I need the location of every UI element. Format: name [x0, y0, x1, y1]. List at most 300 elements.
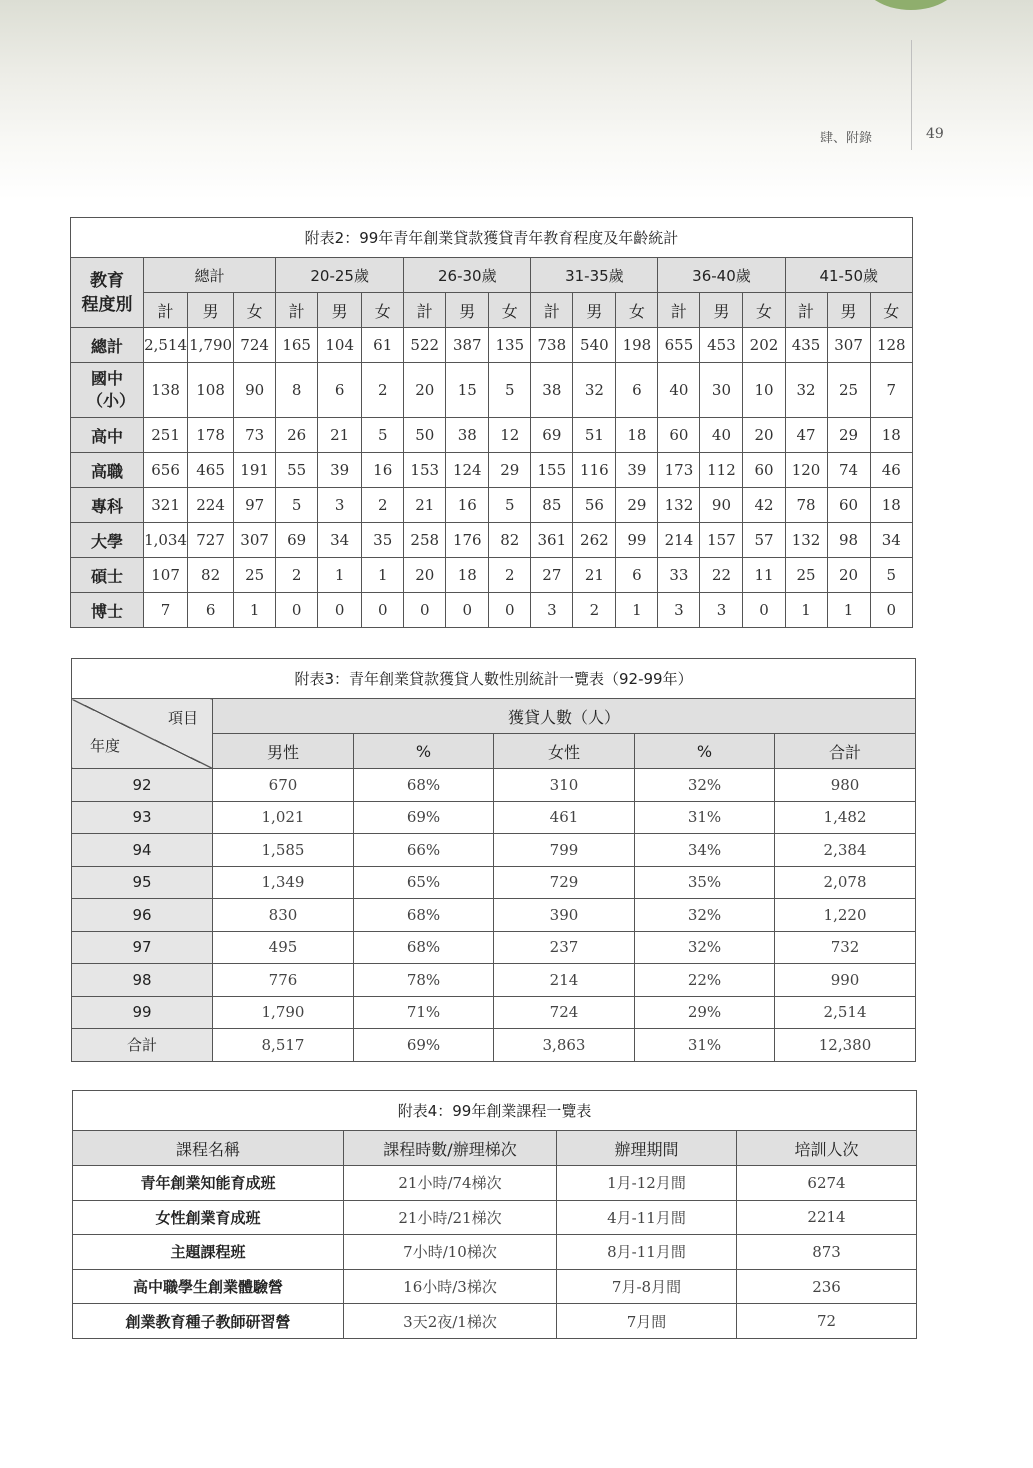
table2-cell: 10 — [743, 363, 785, 418]
table2-cell: 453 — [700, 328, 743, 363]
table2-cell: 60 — [658, 418, 700, 453]
table3-cell: 776 — [213, 964, 354, 997]
table3-cell: 2,078 — [775, 866, 916, 899]
table2-cell: 262 — [573, 523, 616, 558]
table2-cell: 387 — [446, 328, 489, 363]
table-row — [71, 328, 913, 363]
table2-group-header: 20-25歲 — [276, 258, 404, 293]
table3-year-cell: 92 — [72, 769, 213, 802]
table3-cell: 2,514 — [775, 996, 916, 1029]
table2-group-header: 36-40歲 — [658, 258, 785, 293]
table3-year-cell: 99 — [72, 996, 213, 1029]
table-row — [72, 834, 916, 867]
table4-course-hours: 21小時/74梯次 — [344, 1166, 557, 1201]
table3-corner-item: 項目 — [167, 709, 198, 727]
table2-group-header: 41-50歲 — [785, 258, 912, 293]
table2-cell: 5 — [362, 418, 404, 453]
table3-year-cell: 98 — [72, 964, 213, 997]
table2-subcolumn-header: 計 — [531, 293, 573, 328]
table-row — [72, 996, 916, 1029]
table2-cell: 1,790 — [188, 328, 234, 363]
table-row — [72, 899, 916, 932]
table2-cell: 12 — [489, 418, 531, 453]
table2-cell: 32 — [573, 363, 616, 418]
table-row — [72, 801, 916, 834]
table-gender-stats — [71, 658, 916, 1062]
table2-cell: 20 — [827, 558, 870, 593]
table3-cell: 22% — [635, 964, 775, 997]
table2-cell: 0 — [276, 593, 318, 628]
table2-cell: 0 — [446, 593, 489, 628]
table2-row-label: 博士 — [71, 593, 144, 628]
table2-cell: 1,034 — [144, 523, 188, 558]
table2-cell: 7 — [870, 363, 912, 418]
table3-column-header: 男性 — [213, 734, 354, 769]
table2-cell: 2,514 — [144, 328, 188, 363]
table4-course-trainees: 236 — [737, 1269, 917, 1304]
table2-cell: 85 — [531, 488, 573, 523]
table2-cell: 1 — [785, 593, 827, 628]
table2-cell: 73 — [234, 418, 276, 453]
table2-cell: 202 — [743, 328, 785, 363]
table3-cell: 31% — [635, 801, 775, 834]
table2-cell: 104 — [318, 328, 362, 363]
table2-subcolumn-header: 男 — [827, 293, 870, 328]
table2-cell: 42 — [743, 488, 785, 523]
table2-cell: 2 — [573, 593, 616, 628]
table3-year-cell: 93 — [72, 801, 213, 834]
table3-cell: 461 — [494, 801, 635, 834]
table2-cell: 20 — [404, 363, 446, 418]
table2-cell: 0 — [489, 593, 531, 628]
table3-cell: 990 — [775, 964, 916, 997]
table2-cell: 11 — [743, 558, 785, 593]
table2-cell: 655 — [658, 328, 700, 363]
table2-cell: 178 — [188, 418, 234, 453]
table2-cell: 25 — [827, 363, 870, 418]
table2-cell: 69 — [531, 418, 573, 453]
table2-corner-line2: 程度別 — [81, 294, 133, 315]
table2-cell: 34 — [870, 523, 912, 558]
table2-cell: 16 — [446, 488, 489, 523]
table2-cell: 51 — [573, 418, 616, 453]
table2-cell: 6 — [318, 363, 362, 418]
table4-course-hours: 16小時/3梯次 — [344, 1269, 557, 1304]
table2-subcolumn-header: 計 — [276, 293, 318, 328]
table2-subcolumn-header: 女 — [870, 293, 912, 328]
table4-course-period: 8月-11月間 — [557, 1235, 737, 1270]
table2-cell: 27 — [531, 558, 573, 593]
table2-cell: 307 — [234, 523, 276, 558]
table2-row-label: 總計 — [71, 328, 144, 363]
table3-cell: 237 — [494, 931, 635, 964]
table3-cell: 495 — [213, 931, 354, 964]
table2-cell: 176 — [446, 523, 489, 558]
table2-cell: 46 — [870, 453, 912, 488]
table-row — [73, 1200, 917, 1235]
table3-year-cell: 97 — [72, 931, 213, 964]
table3-column-header: % — [635, 734, 775, 769]
table3-cell: 68% — [354, 769, 494, 802]
table2-cell: 727 — [188, 523, 234, 558]
table3-cell: 69% — [354, 801, 494, 834]
table2-group-header: 31-35歲 — [531, 258, 658, 293]
table3-cell: 724 — [494, 996, 635, 1029]
table-row — [73, 1269, 917, 1304]
table2-cell: 656 — [144, 453, 188, 488]
table2-cell: 29 — [827, 418, 870, 453]
table2-cell: 82 — [188, 558, 234, 593]
table2-cell: 15 — [446, 363, 489, 418]
table2-cell: 1 — [616, 593, 658, 628]
table2-title: 附表2：99年青年創業貸款獲貸青年教育程度及年齡統計 — [71, 218, 913, 258]
table2-row-label: 專科 — [71, 488, 144, 523]
table2-cell: 3 — [531, 593, 573, 628]
table3-year-cell: 合計 — [72, 1029, 213, 1062]
table2-cell: 30 — [700, 363, 743, 418]
table2-cell: 1 — [318, 558, 362, 593]
table3-group-header: 獲貸人數（人） — [213, 699, 916, 734]
table3-cell: 1,585 — [213, 834, 354, 867]
table2-subcolumn-header: 女 — [489, 293, 531, 328]
table2-corner-header — [71, 258, 144, 328]
table3-cell: 670 — [213, 769, 354, 802]
table2-cell: 20 — [404, 558, 446, 593]
table3-cell: 830 — [213, 899, 354, 932]
table2-cell: 40 — [658, 363, 700, 418]
table2-cell: 33 — [658, 558, 700, 593]
table2-cell: 214 — [658, 523, 700, 558]
table2-cell: 40 — [700, 418, 743, 453]
table2-cell: 60 — [743, 453, 785, 488]
table2-cell: 724 — [234, 328, 276, 363]
table2-cell: 0 — [743, 593, 785, 628]
chapter-number — [906, 0, 916, 1]
table3-year-cell: 96 — [72, 899, 213, 932]
table4-course-hours: 21小時/21梯次 — [344, 1200, 557, 1235]
table-row — [71, 363, 913, 418]
table2-cell: 2 — [362, 488, 404, 523]
table-row — [73, 1235, 917, 1270]
table2-cell: 16 — [362, 453, 404, 488]
table3-cell: 31% — [635, 1029, 775, 1062]
table4-course-name: 創業教育種子教師研習營 — [73, 1304, 344, 1339]
table2-subcolumn-header: 男 — [188, 293, 234, 328]
table2-cell: 18 — [616, 418, 658, 453]
table2-cell: 69 — [276, 523, 318, 558]
table3-cell: 68% — [354, 931, 494, 964]
table4-course-period: 4月-11月間 — [557, 1200, 737, 1235]
table3-column-header: 合計 — [775, 734, 916, 769]
table2-subcolumn-header: 計 — [404, 293, 446, 328]
table2-cell: 90 — [234, 363, 276, 418]
table4-course-hours: 3天2夜/1梯次 — [344, 1304, 557, 1339]
table2-cell: 128 — [870, 328, 912, 363]
table2-cell: 138 — [144, 363, 188, 418]
table2-cell: 3 — [318, 488, 362, 523]
table2-cell: 165 — [276, 328, 318, 363]
table2-cell: 21 — [573, 558, 616, 593]
table2-cell: 78 — [785, 488, 827, 523]
table3-corner-header — [72, 699, 213, 769]
table2-cell: 56 — [573, 488, 616, 523]
table3-cell: 1,482 — [775, 801, 916, 834]
table2-cell: 25 — [785, 558, 827, 593]
table-row — [71, 418, 913, 453]
table2-subcolumn-header: 計 — [658, 293, 700, 328]
table2-cell: 1 — [362, 558, 404, 593]
table2-cell: 18 — [870, 418, 912, 453]
table2-cell: 112 — [700, 453, 743, 488]
table2-row-label: 高中 — [71, 418, 144, 453]
table2-cell: 1 — [234, 593, 276, 628]
table4-course-period: 1月-12月間 — [557, 1166, 737, 1201]
page-number: 49 — [926, 126, 944, 142]
table2-row-label: 碩士 — [71, 558, 144, 593]
table-row — [72, 964, 916, 997]
table4-column-header: 培訓人次 — [737, 1131, 917, 1166]
table3-cell: 68% — [354, 899, 494, 932]
table2-cell: 3 — [658, 593, 700, 628]
table2-cell: 3 — [700, 593, 743, 628]
table2-group-header: 26-30歲 — [404, 258, 531, 293]
table2-cell: 35 — [362, 523, 404, 558]
table4-course-trainees: 873 — [737, 1235, 917, 1270]
table2-cell: 6 — [188, 593, 234, 628]
table2-cell: 21 — [318, 418, 362, 453]
table4-column-header: 課程名稱 — [73, 1131, 344, 1166]
table2-group-header: 總計 — [144, 258, 276, 293]
table2-cell: 522 — [404, 328, 446, 363]
table2-cell: 57 — [743, 523, 785, 558]
table3-cell: 35% — [635, 866, 775, 899]
table4-course-period: 7月-8月間 — [557, 1269, 737, 1304]
table2-cell: 29 — [489, 453, 531, 488]
table2-cell: 61 — [362, 328, 404, 363]
table3-cell: 729 — [494, 866, 635, 899]
table2-cell: 29 — [616, 488, 658, 523]
table2-cell: 157 — [700, 523, 743, 558]
table3-cell: 32% — [635, 899, 775, 932]
table2-cell: 47 — [785, 418, 827, 453]
table4-column-header: 課程時數/辦理梯次 — [344, 1131, 557, 1166]
table3-cell: 65% — [354, 866, 494, 899]
table2-cell: 90 — [700, 488, 743, 523]
table2-cell: 361 — [531, 523, 573, 558]
table-row — [71, 488, 913, 523]
table2-subcolumn-header: 男 — [446, 293, 489, 328]
table2-subcolumn-header: 女 — [743, 293, 785, 328]
table2-cell: 224 — [188, 488, 234, 523]
table2-cell: 55 — [276, 453, 318, 488]
table2-cell: 465 — [188, 453, 234, 488]
table2-cell: 153 — [404, 453, 446, 488]
table3-cell: 214 — [494, 964, 635, 997]
table2-subcolumn-header: 女 — [362, 293, 404, 328]
table-row — [73, 1304, 917, 1339]
table2-cell: 34 — [318, 523, 362, 558]
table2-cell: 107 — [144, 558, 188, 593]
table2-cell: 132 — [658, 488, 700, 523]
table4-course-trainees: 72 — [737, 1304, 917, 1339]
table2-cell: 99 — [616, 523, 658, 558]
table2-cell: 116 — [573, 453, 616, 488]
running-header-section: 肆、附錄 — [820, 131, 873, 146]
table2-cell: 32 — [785, 363, 827, 418]
table3-column-header: % — [354, 734, 494, 769]
table2-cell: 258 — [404, 523, 446, 558]
table2-corner-line1: 教育 — [90, 270, 125, 291]
table2-cell: 173 — [658, 453, 700, 488]
table3-column-header: 女性 — [494, 734, 635, 769]
table3-corner-year: 年度 — [90, 737, 121, 755]
table-courses — [72, 1090, 917, 1339]
table4-column-header: 辦理期間 — [557, 1131, 737, 1166]
table4-course-period: 7月間 — [557, 1304, 737, 1339]
table2-cell: 0 — [404, 593, 446, 628]
chapter-tab — [862, 0, 960, 10]
table2-cell: 2 — [362, 363, 404, 418]
table2-cell: 198 — [616, 328, 658, 363]
table4-course-trainees: 6274 — [737, 1166, 917, 1201]
table2-cell: 38 — [446, 418, 489, 453]
table2-subcolumn-header: 女 — [616, 293, 658, 328]
table2-row-label: 大學 — [71, 523, 144, 558]
table2-cell: 6 — [616, 363, 658, 418]
table3-cell: 980 — [775, 769, 916, 802]
table2-cell: 1 — [827, 593, 870, 628]
table-row — [72, 769, 916, 802]
table2-row-label — [71, 363, 144, 418]
table2-cell: 251 — [144, 418, 188, 453]
table-row — [73, 1166, 917, 1201]
table2-cell: 2 — [276, 558, 318, 593]
table3-cell: 12,380 — [775, 1029, 916, 1062]
table2-cell: 120 — [785, 453, 827, 488]
table2-cell: 5 — [489, 488, 531, 523]
table4-course-trainees: 2214 — [737, 1200, 917, 1235]
table2-cell: 108 — [188, 363, 234, 418]
table2-cell: 21 — [404, 488, 446, 523]
table2-cell: 5 — [276, 488, 318, 523]
table2-cell: 8 — [276, 363, 318, 418]
table2-cell: 540 — [573, 328, 616, 363]
table3-cell: 1,790 — [213, 996, 354, 1029]
table2-cell: 60 — [827, 488, 870, 523]
table3-cell: 66% — [354, 834, 494, 867]
table-row — [72, 1029, 916, 1062]
table2-cell: 738 — [531, 328, 573, 363]
table-education-age — [70, 217, 913, 628]
table2-cell: 38 — [531, 363, 573, 418]
table2-cell: 20 — [743, 418, 785, 453]
table2-row-label: 高職 — [71, 453, 144, 488]
table2-cell: 22 — [700, 558, 743, 593]
table2-subcolumn-header: 計 — [785, 293, 827, 328]
table3-cell: 32% — [635, 931, 775, 964]
table3-cell: 34% — [635, 834, 775, 867]
table2-cell: 98 — [827, 523, 870, 558]
table2-cell: 191 — [234, 453, 276, 488]
table3-year-cell: 95 — [72, 866, 213, 899]
table2-cell: 6 — [616, 558, 658, 593]
table2-cell: 0 — [318, 593, 362, 628]
table2-subcolumn-header: 男 — [573, 293, 616, 328]
table2-cell: 74 — [827, 453, 870, 488]
table2-subcolumn-header: 計 — [144, 293, 188, 328]
table-row — [71, 593, 913, 628]
table2-subcolumn-header: 男 — [318, 293, 362, 328]
table3-cell: 32% — [635, 769, 775, 802]
table2-cell: 18 — [870, 488, 912, 523]
table2-cell: 2 — [489, 558, 531, 593]
table2-cell: 132 — [785, 523, 827, 558]
table2-cell: 18 — [446, 558, 489, 593]
table3-cell: 799 — [494, 834, 635, 867]
table4-course-name: 青年創業知能育成班 — [73, 1166, 344, 1201]
table2-cell: 7 — [144, 593, 188, 628]
table2-cell: 39 — [318, 453, 362, 488]
table4-course-name: 主題課程班 — [73, 1235, 344, 1270]
table2-cell: 307 — [827, 328, 870, 363]
table3-cell: 1,349 — [213, 866, 354, 899]
table3-cell: 29% — [635, 996, 775, 1029]
table2-cell: 124 — [446, 453, 489, 488]
table2-subcolumn-header: 男 — [700, 293, 743, 328]
table4-course-name: 女性創業育成班 — [73, 1200, 344, 1235]
table2-cell: 0 — [362, 593, 404, 628]
table2-cell: 82 — [489, 523, 531, 558]
table-row — [71, 453, 913, 488]
table3-cell: 390 — [494, 899, 635, 932]
table3-cell: 71% — [354, 996, 494, 1029]
table2-cell: 5 — [489, 363, 531, 418]
table2-cell: 435 — [785, 328, 827, 363]
table2-cell: 135 — [489, 328, 531, 363]
table2-cell: 39 — [616, 453, 658, 488]
table-row — [72, 866, 916, 899]
table3-year-cell: 94 — [72, 834, 213, 867]
table-row — [72, 931, 916, 964]
table4-course-hours: 7小時/10梯次 — [344, 1235, 557, 1270]
table2-cell: 26 — [276, 418, 318, 453]
table3-cell: 310 — [494, 769, 635, 802]
table2-cell: 155 — [531, 453, 573, 488]
table3-cell: 732 — [775, 931, 916, 964]
table3-cell: 69% — [354, 1029, 494, 1062]
header-divider — [911, 40, 912, 150]
table2-cell: 25 — [234, 558, 276, 593]
table4-course-name: 高中職學生創業體驗營 — [73, 1269, 344, 1304]
table2-cell: 5 — [870, 558, 912, 593]
table2-cell: 321 — [144, 488, 188, 523]
table2-subcolumn-header: 女 — [234, 293, 276, 328]
table2-row-label-text: 國中（小） — [87, 369, 136, 410]
table3-cell: 3,863 — [494, 1029, 635, 1062]
table3-title: 附表3：青年創業貸款獲貸人數性別統計一覽表（92-99年） — [72, 659, 916, 699]
table2-cell: 50 — [404, 418, 446, 453]
table3-cell: 1,220 — [775, 899, 916, 932]
table2-cell: 0 — [870, 593, 912, 628]
table3-cell: 1,021 — [213, 801, 354, 834]
table-row — [71, 558, 913, 593]
table4-title: 附表4：99年創業課程一覽表 — [73, 1091, 917, 1131]
table-row — [71, 523, 913, 558]
table3-cell: 8,517 — [213, 1029, 354, 1062]
table2-cell: 97 — [234, 488, 276, 523]
table3-cell: 78% — [354, 964, 494, 997]
table3-cell: 2,384 — [775, 834, 916, 867]
